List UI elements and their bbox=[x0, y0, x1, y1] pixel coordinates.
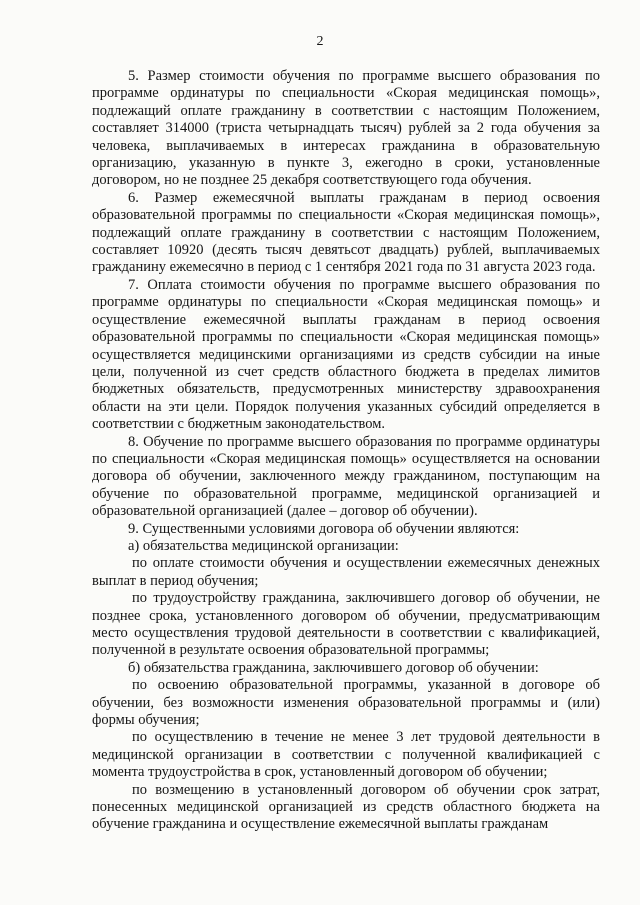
paragraph-6: 6. Размер ежемесячной выплаты гражданам в период освоения образовательной программы по специальности «Скорая медицинская помощь», подлежащий оплате гражданину в соответствии с настоящим Положением, составляет 10920 (десять тысяч девятьсот двадцать) рублей, выплачиваемых гражданину ежемесячно в период с 1 сентября 2021 года по 31 августа 2023 года. bbox=[92, 189, 600, 276]
paragraph-9b-item-3: по возмещению в установленный договором об обучении срок затрат, понесенных медицинской организацией из средств областного бюджета на обучение гражданина и осуществление ежемесячной выплаты гражданам bbox=[92, 781, 600, 833]
paragraph-8: 8. Обучение по программе высшего образования по программе ординатуры по специальности «Скорая медицинская помощь» осуществляется на основании договора об обучении, заключенного между гражданином, поступающим на обучение по образовательной программе, медицинской организацией и образовательной организацией (далее – договор об обучении). bbox=[92, 433, 600, 520]
paragraph-9b-item-1: по освоению образовательной программы, указанной в договоре об обучении, без возможности изменения образовательной программы и (или) формы обучения; bbox=[92, 677, 600, 729]
paragraph-9b-item-2: по осуществлению в течение не менее 3 лет трудовой деятельности в медицинской организации в соответствии с полученной квалификацией с момента трудоустройства в срок, установленный договором об обучении; bbox=[92, 729, 600, 781]
paragraph-9b: б) обязательства гражданина, заключившего договор об обучении: bbox=[128, 659, 539, 676]
paragraph-9a: а) обязательства медицинской организации: bbox=[128, 537, 399, 554]
document-body bbox=[92, 68, 600, 834]
paragraph-5: 5. Размер стоимости обучения по программе высшего образования по программе ординатуры по специальности «Скорая медицинская помощь», подлежащий оплате гражданину в соответствии с настоящим Положением, составляет 314000 (триста четырнадцать тысяч) рублей за 2 года обучения за человека, выплачиваемых в интересах гражданина в образовательную организацию, указанную в пункте 3, ежегодно в сроки, установленные договором, но не позднее 25 декабря соответствующего года обучения. bbox=[92, 68, 600, 189]
paragraph-7: 7. Оплата стоимости обучения по программе высшего образования по программе ординатуры по специальности «Скорая медицинская помощь» и осуществление ежемесячной выплаты гражданам в период освоения образовательной программы по специальности «Скорая медицинская помощь» осуществляется медицинскими организациями из средств субсидии на иные цели, полученной из счет средств областного бюджета в пределах лимитов бюджетных обязательств, предусмотренных министерству здравоохранения области на эти цели. Порядок получения указанных субсидий определяется в соответствии с бюджетным законодательством. bbox=[92, 276, 600, 433]
paragraph-9: 9. Существенными условиями договора об обучении являются: bbox=[128, 520, 520, 537]
paragraph-9a-item-2: по трудоустройству гражданина, заключившего договор об обучении, не позднее срока, установленного договором об обучении, предусматривающим место осуществления трудовой деятельности в соответствии с квалификацией, полученной в результате освоения образовательной программы; bbox=[92, 590, 600, 659]
paragraph-9a-item-1: по оплате стоимости обучения и осуществлении ежемесячных денежных выплат в период обучения; bbox=[92, 555, 600, 589]
page-number: 2 bbox=[316, 34, 324, 49]
